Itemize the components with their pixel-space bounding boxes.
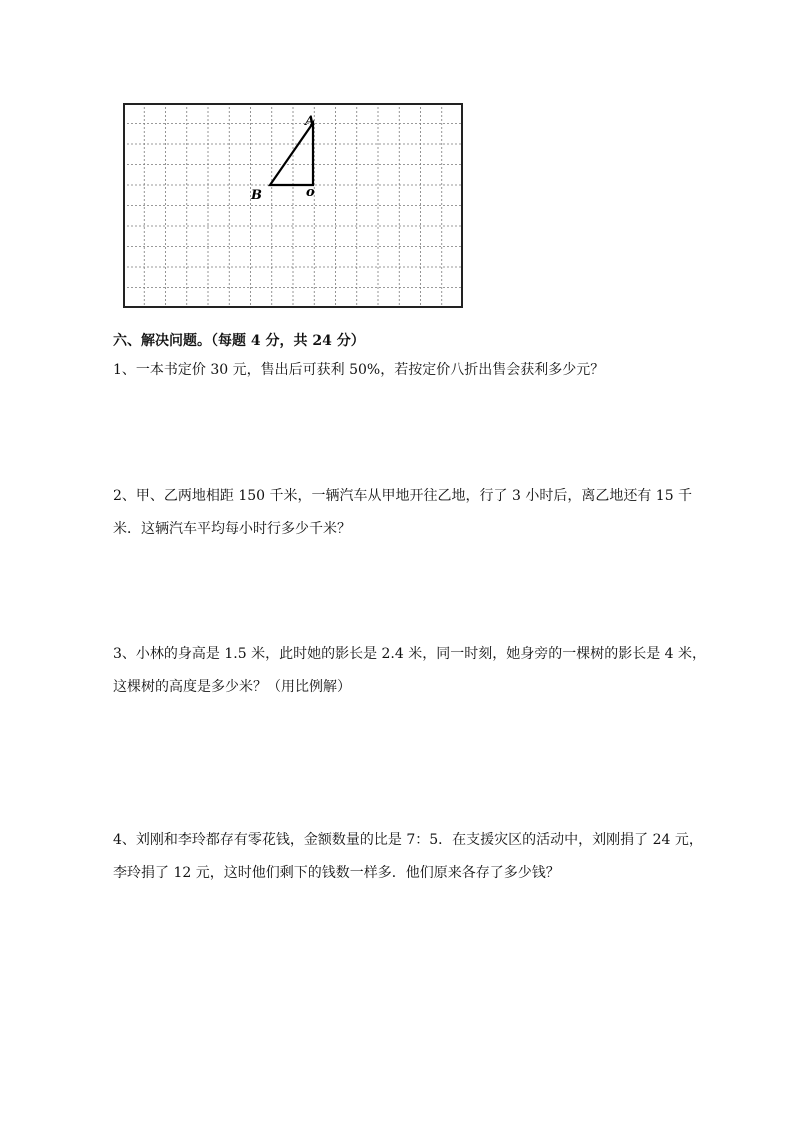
- question-4-line-2: 李玲捐了 12 元，这时他们剩下的钱数一样多．他们原来各存了多少钱？: [113, 865, 560, 881]
- question-3-line-1: 3、小林的身高是 1.5 米，此时她的影长是 2.4 米，同一时刻，她身旁的一棵树的影长是 4 米，: [113, 646, 707, 662]
- point-label-o: o: [306, 185, 315, 200]
- point-label-b: B: [251, 188, 262, 203]
- triangle-abo: [270, 123, 313, 185]
- dashed-grid: [123, 103, 463, 308]
- point-label-a: A: [305, 114, 316, 129]
- question-4: [113, 824, 703, 890]
- grid-triangle-figure: [123, 103, 463, 308]
- question-4-line-1: 4、刘刚和李玲都存有零花钱，金额数量的比是 7：5．在支援灾区的活动中，刘刚捐了 24 元，: [113, 832, 703, 848]
- question-1-line-1: 1、一本书定价 30 元，售出后可获利 50%，若按定价八折出售会获利多少元？: [113, 362, 605, 378]
- section-heading: 六、解决问题。（每题 4 分，共 24 分）: [113, 333, 365, 349]
- question-2-line-1: 2、甲、乙两地相距 150 千米，一辆汽车从甲地开往乙地，行了 3 小时后，离乙地还有 15 千: [113, 488, 693, 504]
- question-2: [113, 480, 693, 546]
- question-3: [113, 638, 707, 704]
- question-1: [113, 354, 683, 387]
- question-3-line-2: 这棵树的高度是多少米？（用比例解）: [113, 679, 351, 695]
- question-2-line-2: 米．这辆汽车平均每小时行多少千米？: [113, 521, 351, 537]
